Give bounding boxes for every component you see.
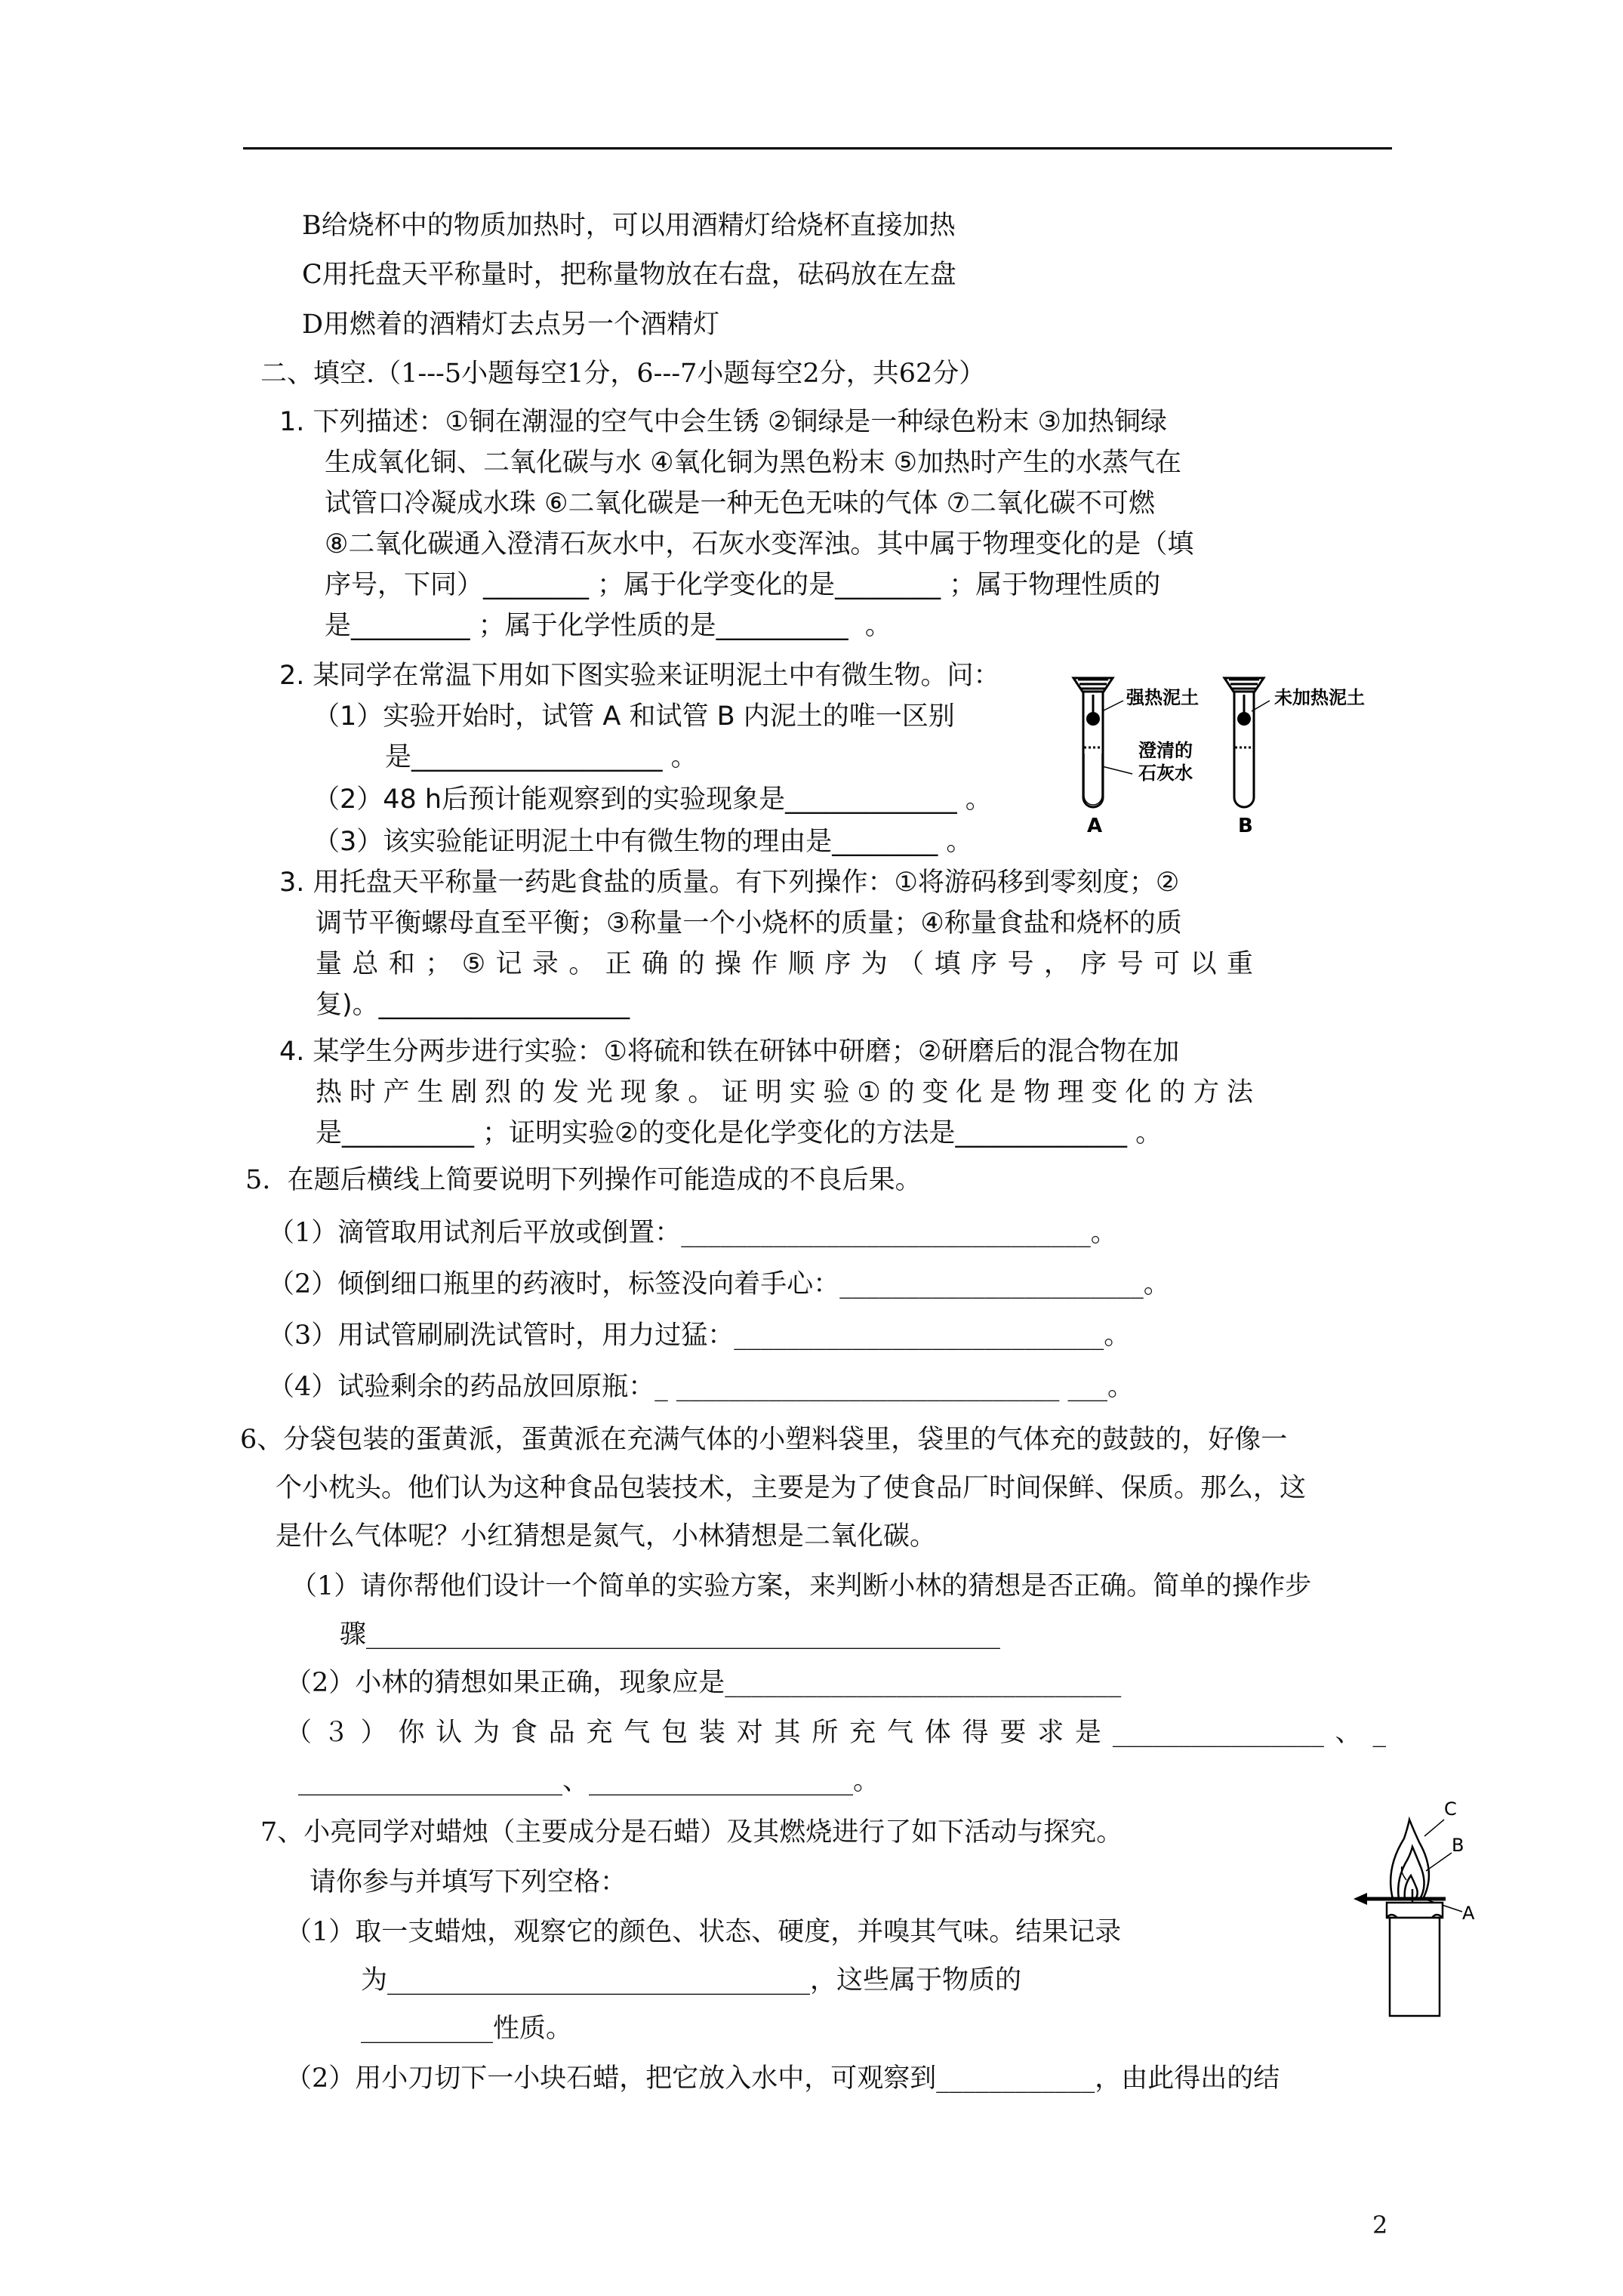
q1-line-1: 1. 下列描述：①铜在潮湿的空气中会生锈 ②铜绿是一种绿色粉末 ③加热铜绿 (279, 407, 1167, 437)
option-c: C用托盘天平称量时，把称量物放在右盘，砝码放在左盘 (302, 260, 956, 290)
q5-line-5: （4）试验剩余的药品放回原瓶：_ _____________________________ ___。 (268, 1372, 1135, 1402)
q5-line-2: （1）滴管取用试剂后平放或倒置：_______________________________。 (268, 1218, 1117, 1248)
label-strong-heated: 强热泥土 (1126, 687, 1199, 708)
q5-line-3: （2）倾倒细口瓶里的药液时，标签没向着手心：_______________________。 (268, 1269, 1170, 1299)
q1-line-3: 试管口冷凝成水珠 ⑥二氧化碳是一种无色无味的气体 ⑦二氧化碳不可燃 (325, 488, 1156, 519)
option-d: D用燃着的酒精灯去点另一个酒精灯 (302, 310, 720, 340)
q4-line-1: 4. 某学生分两步进行实验：①将硫和铁在研钵中研磨；②研磨后的混合物在加 (279, 1037, 1180, 1067)
q6-line-4: （1）请你帮他们设计一个简单的实验方案，来判断小林的猜想是否正确。简单的操作步 (291, 1571, 1312, 1601)
label-limewater-2: 石灰水 (1138, 763, 1193, 784)
option-b: B给烧杯中的物质加热时，可以用酒精灯给烧杯直接加热 (302, 211, 956, 241)
soil-sample-b (1237, 712, 1251, 726)
page-number: 2 (1372, 2211, 1388, 2239)
q1-line-4: ⑧二氧化碳通入澄清石灰水中，石灰水变浑浊。其中属于物理变化的是（填 (325, 529, 1194, 559)
q6-line-7: （３）你认为食品充气包装对其所充气体得要求是________________、_ (285, 1718, 1386, 1748)
header-rule (243, 147, 1392, 149)
q3-line-1: 3. 用托盘天平称量一药匙食盐的质量。有下列操作：①将游码移到零刻度；② (279, 868, 1180, 898)
section-2-header: 二、填空.（1---5小题每空1分，6---7小题每空2分，共62分） (260, 359, 986, 389)
q7-line-3: （1）取一支蜡烛，观察它的颜色、状态、硬度，并嗅其气味。结果记录 (285, 1917, 1122, 1947)
label-flame-c: C (1444, 1798, 1457, 1820)
q7-line-2: 请你参与并填写下列空格： (310, 1867, 627, 1897)
q1-line-6: 是_________ ；属于化学性质的是__________ 。 (325, 611, 892, 641)
q3-line-4: 复)。___________________ (316, 990, 630, 1020)
q2-line-1: 2. 某同学在常温下用如下图实验来证明泥土中有微生物。问： (279, 661, 1000, 691)
q7-line-1: 7、小亮同学对蜡烛（主要成分是石蜡）及其燃烧进行了如下活动与探究。 (260, 1817, 1123, 1848)
q2-line-4: （2）48 h后预计能观察到的实验现象是_____________ 。 (313, 784, 992, 815)
label-limewater-1: 澄清的 (1138, 740, 1193, 761)
q7-line-6: （2）用小刀切下一小块石蜡，把它放入水中，可观察到____________，由此得出的结 (285, 2063, 1280, 2094)
q4-line-3: 是__________ ；证明实验②的变化是化学变化的方法是_____________ 。 (316, 1118, 1163, 1148)
q5-line-1: 5. 在题后横线上简要说明下列操作可能造成的不良后果。 (245, 1165, 922, 1195)
label-tube-a: A (1087, 815, 1103, 837)
q1-line-5: 序号，下同）________ ；属于化学变化的是________ ；属于物理性质的 (325, 570, 1161, 600)
q3-line-2: 调节平衡螺母直至平衡；③称量一个小烧杯的质量；④称量食盐和烧杯的质 (316, 908, 1182, 938)
q6-line-8: ____________________、____________________。 (298, 1766, 880, 1796)
q2-line-3: 是___________________ 。 (385, 742, 698, 772)
q6-line-3: 是什么气体呢？小红猜想是氮气，小林猜想是二氧化碳。 (276, 1521, 937, 1552)
q2-line-2: （1）实验开始时，试管 A 和试管 B 内泥土的唯一区别 (313, 701, 955, 732)
candle-figure (1347, 1797, 1491, 2023)
label-tube-b: B (1238, 815, 1253, 837)
q3-line-3: 量总和；⑤记录。正确的操作顺序为（填序号，序号可以重 (316, 949, 1253, 979)
q6-line-1: 6、分袋包装的蛋黄派，蛋黄派在充满气体的小塑料袋里，袋里的气体充的鼓鼓的，好像一 (240, 1425, 1288, 1455)
label-unheated: 未加热泥土 (1274, 687, 1365, 708)
soil-sample-a (1086, 712, 1100, 726)
q6-line-5: 骤________________________________________________ (340, 1620, 1001, 1650)
label-flame-a: A (1462, 1903, 1475, 1924)
q7-line-5: __________性质。 (361, 2014, 573, 2044)
test-tube-figure (1057, 664, 1397, 838)
q6-line-6: （2）小林的猜想如果正确，现象应是______________________________ (285, 1668, 1122, 1698)
q6-line-2: 个小枕头。他们认为这种食品包装技术，主要是为了使食品厂时间保鲜、保质。那么，这 (276, 1473, 1307, 1503)
q4-line-2: 热时产生剧烈的发光现象。证明实验①的变化是物理变化的方法 (316, 1077, 1253, 1108)
label-flame-b: B (1452, 1835, 1464, 1856)
q7-line-4: 为________________________________，这些属于物质的 (361, 1965, 1022, 1996)
q2-line-5: （3）该实验能证明泥土中有微生物的理由是________ 。 (313, 827, 973, 857)
q1-line-2: 生成氧化铜、二氧化碳与水 ④氧化铜为黑色粉末 ⑤加热时产生的水蒸气在 (325, 448, 1182, 478)
q5-line-4: （3）用试管刷刷洗试管时，用力过猛：____________________________。 (268, 1321, 1131, 1351)
